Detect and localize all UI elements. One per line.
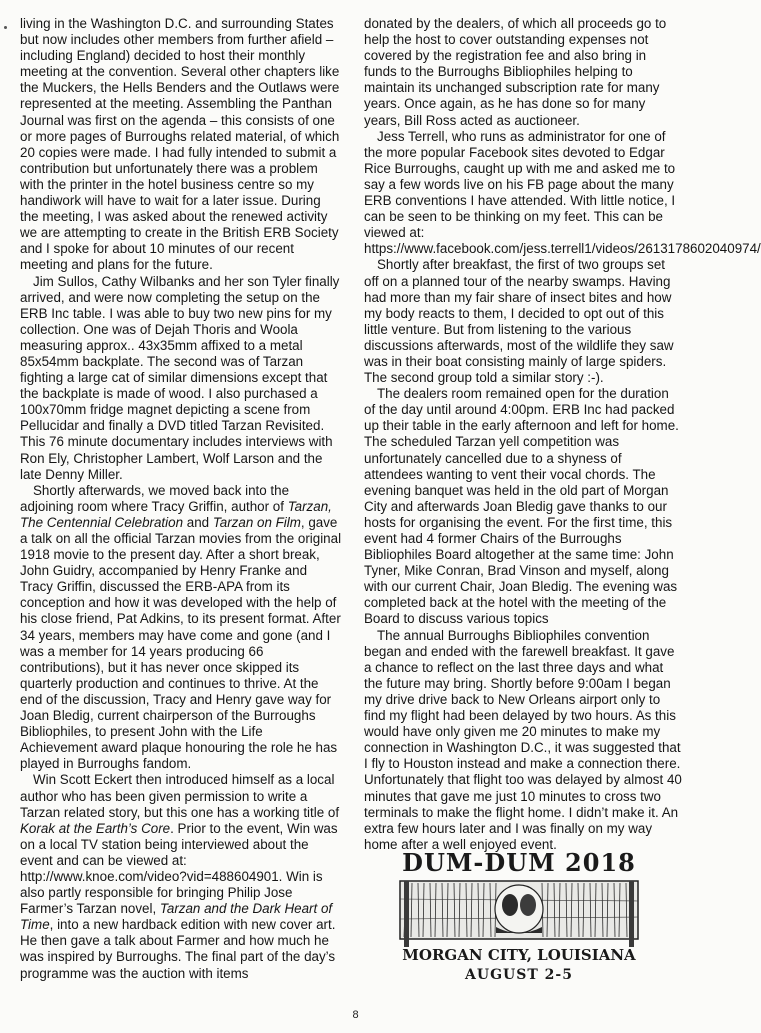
text-run: , gave a talk on all the official Tarzan movies from the original 1918 movie to the present day. After a short break, John Guidry, accompanied by Henry Franke and Tracy Griffin, discussed the ERB-APA from its conception and how it was developed with the help of his close friend, Pat Adkins, to its present format. After 34 years, members may have come and gone (and I was a member for 14 years producing 66 contributions), but it has never once skipped its quarterly production and continues to thrive. At the end of the discussion, Tracy and Henry gave way for Joan Bledig, current chairperson of the Burroughs Bibliophiles, to present John with the Life Achievement award plaque honouring the role he has played in Burroughs fandom. [20,514,342,772]
right-paragraph-5: The annual Burroughs Bibliophiles convention began and ended with the farewell breakfast. It gave a chance to reflect on the last three days and what the future may bring. Shortly before 9:00am I began my drive drive back to New Orleans airport only to find my flight had been delayed by two hours. As this would have only given me 20 minutes to make my connection in Washington D.C., it was suggested that I fly to Houston instead and make a connection there. Unfortunately that flight too was delayed by almost 40 minutes that gave me just 10 minutes to cross two terminals to make the flight home. I didn’t make it. An extra few hours later and I was finally on my way home after a well enjoyed event. [364,627,682,852]
book-title: Korak at the Earth’s Core [20,820,171,836]
text-run: , into a new hardback edition with new cover art. He then gave a talk about Farmer and how much he was inspired by Burroughs. The final part of the day’s programme was the auction with items [20,917,336,981]
book-title: Tarzan, The Centennial Celebration [20,498,332,530]
left-paragraph-3 [20,483,342,773]
text-run: . Prior to the event, Win was on a local TV station being interviewed about the event and can be viewed at: http://www.knoe.com/video?vid=488604901. Win is also partly responsible for bringing Philip Jose Farmer’s Tarzan novel, [20,820,338,917]
left-paragraph-2: Jim Sullos, Cathy Wilbanks and her son Tyler finally arrived, and were now completing the setup on the ERB Inc table. I was able to buy two new pins for my collection. One was of Dejah Thoris and Woola measuring approx.. 43x35mm affixed to a metal 85x54mm backplate. The second was of Tarzan fighting a large cat of similar dimensions except that the backplate is made of wood. I also purchased a 100x70mm fridge magnet depicting a scene from Pellucidar and finally a DVD titled Tarzan Revisited. This 76 minute documentary includes interviews with Ron Ely, Christopher Lambert, Wolf Larson and the late Denny Miller. [20,273,340,482]
book-title: Tarzan and the Dark Heart of Time [20,901,333,933]
text-run: and [183,514,213,530]
dum-dum-2018-logo [392,847,646,985]
left-column [20,16,342,982]
right-paragraph-3: Shortly after breakfast, the first of two groups set off on a planned tour of the nearby swamps. Having had more than my fair share of insect bites and how my body reacts to them, I decided to opt out of this little venture. But from listening to the various discussions afterwards, most of the wildlife they saw was in their boat consisting mainly of large spiders. The second group told a similar story :-). [364,257,674,386]
left-paragraph-4 [20,772,342,981]
logo-title: DUM-DUM 2018 [402,848,636,877]
text-run: Shortly afterwards, we moved back into the adjoining room where Tracy Griffin, author of [20,482,290,514]
right-paragraph-2: Jess Terrell, who runs as administrator for one of the more popular Facebook sites devoted to Edgar Rice Burroughs, caught up with me and asked me to say a few words live on his FB page about the many ERB conventions I have attended. With little notice, I can be seen to be thinking on my feet. This can be viewed at: https://www.facebook.com/jess.terrell1/videos/2613178602040974/ [364,128,761,257]
logo-dates: AUGUST 2-5 [465,967,573,983]
thatched-hut-illustration [400,881,638,947]
scan-speck [4,26,7,29]
text-run: Win Scott Eckert then introduced himself as a local author who has been given permission to write a Tarzan related story, but this one has a working title of [20,772,340,820]
right-paragraph-1: donated by the dealers, of which all proceeds go to help the host to cover outstanding expenses not covered by the registration fee and also bring in funds to the Burroughs Bibliophiles helping to maintain its unchanged subscription rate for many years. Once again, as he has done so for many years, Bill Ross acted as auctioneer. [364,16,667,128]
left-paragraph-1: living in the Washington D.C. and surrounding States but now includes other members from further afield – including England) decided to host their monthly meeting at the convention. Several other chapters like the Muckers, the Hells Benders and the Outlaws were represented at the meeting. Assembling the Panthan Journal was first on the agenda – this consists of one or more pages of Burroughs related material, of which 20 copies were made. I had fully intended to submit a contribution but unfortunately there was a problem with the printer in the hotel business centre so my handiwork will have to wait for a later issue. During the meeting, I was asked about the renewed activity we are attempting to create in the British ERB Society and I spoke for about 10 minutes of our recent meeting and plans for the future. [20,16,340,273]
right-column [364,16,761,853]
logo-location: MORGAN CITY, LOUISIANA [402,946,636,964]
book-title: Tarzan on Film [212,514,301,530]
page-number: 8 [352,1009,359,1021]
right-paragraph-4: The dealers room remained open for the duration of the day until around 4:00pm. ERB Inc had packed up their table in the early afternoon and left for home. The scheduled Tarzan yell competition was unfortunately cancelled due to a shyness of attendees wanting to vent their vocal chords. The evening banquet was held in the old part of Morgan City and afterwards Joan Bledig gave thanks to our hosts for organising the event. For the first time, this event had 4 former Chairs of the Burroughs Bibliophiles Board altogether at the same time: John Tyner, Mike Conran, Brad Vinson and myself, along with our current Chair, Joan Bledig. The evening was completed back at the hotel with the meeting of the Board to discuss various topics [364,386,679,627]
